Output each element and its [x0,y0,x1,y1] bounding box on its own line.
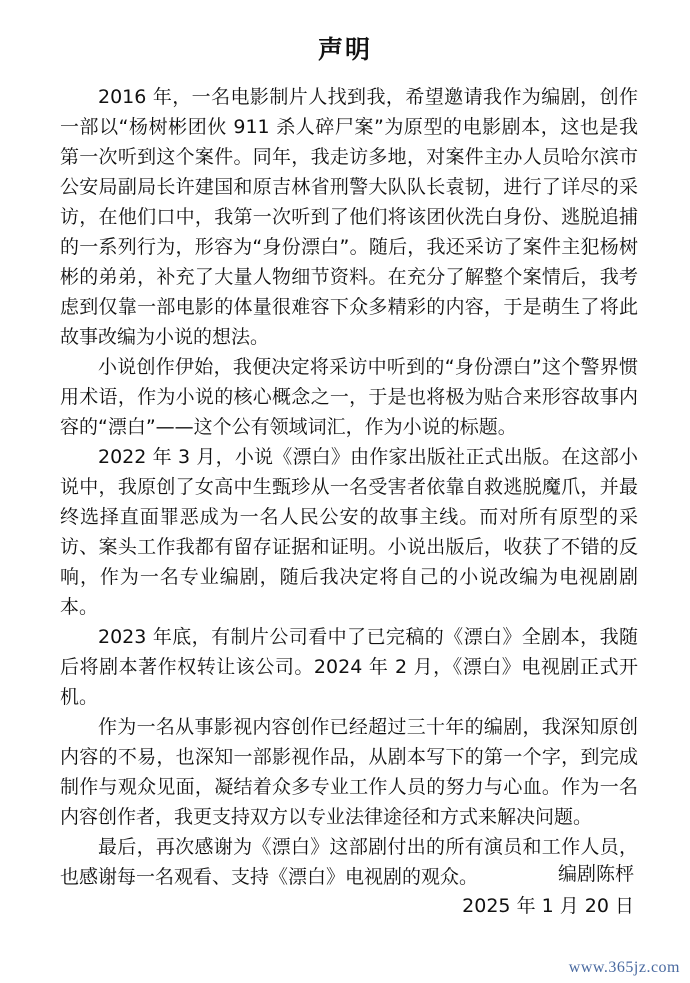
statement-body [60,82,638,892]
signature-date: 2025 年 1 月 20 日 [462,895,634,917]
paragraph-6: 最后，再次感谢为《漂白》这部剧付出的所有演员和工作人员，也感谢每一名观看、支持《漂白》电视剧的观众。 [60,836,638,888]
page-title: 声明 [317,35,372,64]
paragraph-5: 作为一名从事影视内容创作已经超过三十年的编剧，我深知原创内容的不易，也深知一部影视作品，从剧本写下的第一个字，到完成制作与观众见面，凝结着众多专业工作人员的努力与心血。作为一名内容创作者，我更支持双方以专业法律途径和方式来解决问题。 [60,716,638,828]
paragraph-3: 2022 年 3 月，小说《漂白》由作家出版社正式出版。在这部小说中，我原创了女高中生甄珍从一名受害者依靠自救逃脱魔爪，并最终选择直面罪恶成为一名人民公安的故事主线。而对所有原型的采访、案头工作我都有留存证据和证明。小说出版后，收获了不错的反响，作为一名专业编剧，随后我决定将自己的小说改编为电视剧剧本。 [60,446,638,618]
site-watermark: www.365jz.com [568,959,680,976]
paragraph-4: 2023 年底，有制片公司看中了已完稿的《漂白》全剧本，我随后将剧本著作权转让该公司。2024 年 2 月，《漂白》电视剧正式开机。 [60,626,638,708]
paragraph-1: 2016 年，一名电影制片人找到我，希望邀请我作为编剧，创作一部以“杨树彬团伙 911 杀人碎尸案”为原型的电影剧本，这也是我第一次听到这个案件。同年，我走访多地，对案件主办人员哈尔滨市公安局副局长许建国和原吉林省刑警大队队长袁韧，进行了详尽的采访，在他们口中，我第一次听到了他们将该团伙洗白身份、逃脱追捕的一系列行为，形容为“身份漂白”。随后，我还采访了案件主犯杨树彬的弟弟，补充了大量人物细节资料。在充分了解整个案情后，我考虑到仅靠一部电影的体量很难容下众多精彩的内容，于是萌生了将此故事改编为小说的想法。 [60,86,638,348]
signature-block [462,858,634,922]
paragraph-2: 小说创作伊始，我便决定将采访中听到的“身份漂白”这个警界惯用术语，作为小说的核心概念之一，于是也将极为贴合来形容故事内容的“漂白”——这个公有领域词汇，作为小说的标题。 [60,356,638,438]
signature-name: 编剧陈枰 [557,863,634,885]
